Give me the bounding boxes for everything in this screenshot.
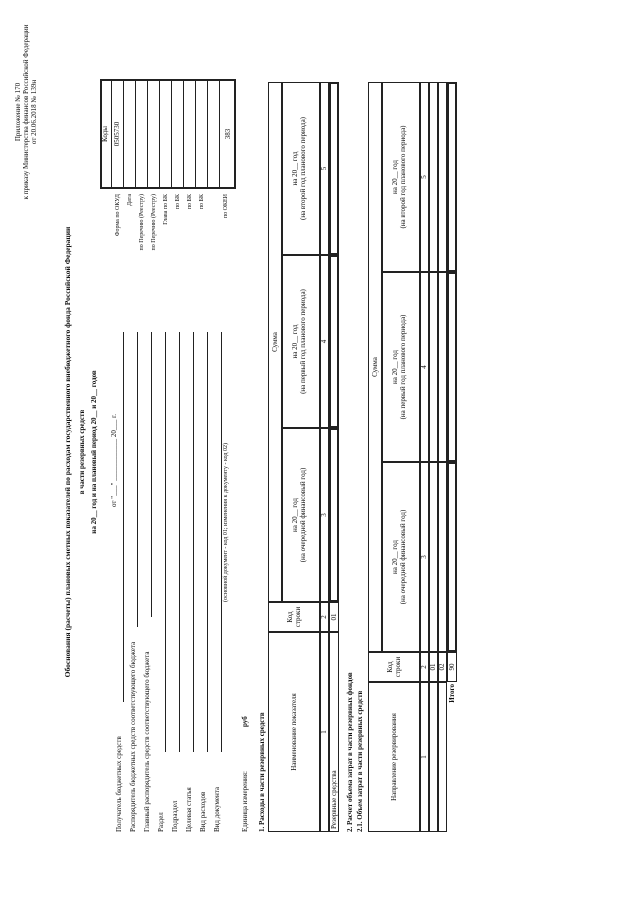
codes-label-6: по БК — [187, 194, 193, 210]
section2-heading: 2. Расчет объема затрат в части резервных фондов — [346, 672, 354, 832]
codes-value-8 — [208, 79, 220, 189]
s2-row-2-y3[interactable] — [438, 82, 447, 272]
s1-row-code: 01 — [329, 602, 339, 632]
field-label-5: Целевая статья — [185, 787, 193, 832]
field-underline-3 — [165, 332, 166, 752]
codes-label-0: Форма по ОКУД — [115, 194, 121, 237]
s2-row-1-y2[interactable] — [429, 272, 438, 462]
codes-label-9: по ОКЕИ — [223, 194, 229, 219]
s1-y2-label: на 20__ год — [291, 324, 299, 359]
s2-row-2-code: 02 — [438, 652, 447, 682]
codes-value-0: 0505730 — [112, 79, 124, 189]
s2-total-y2[interactable] — [447, 272, 457, 462]
field-underline-2 — [151, 332, 152, 617]
field-underline-4 — [179, 332, 180, 752]
date-line: от "___" ____________ 20___ г. — [110, 413, 118, 507]
s1-col-name: Наименование показателя — [268, 632, 320, 832]
codes-value-1 — [124, 79, 136, 189]
field-label-0: Получатель бюджетных средств — [115, 736, 123, 832]
field-underline-0 — [123, 332, 124, 702]
s1-row-label: Резервные средства — [329, 632, 339, 832]
s2-y1-label: на 20__ год — [391, 540, 399, 574]
field-underline-6 — [207, 332, 208, 752]
s2-col-sum: Сумма — [368, 82, 382, 652]
field-label-3: Раздел — [157, 812, 165, 832]
s2-y1-sub: (на очередной финансовый год) — [399, 509, 408, 605]
s2-row-2-name[interactable] — [438, 682, 447, 832]
s2-row-1-name[interactable] — [429, 682, 438, 832]
s2-num-1: 1 — [420, 682, 429, 832]
s2-y3-sub: (на второй год планового периода) — [399, 125, 408, 229]
s1-num-5: 5 — [320, 82, 329, 255]
rotated-form — [2, 2, 638, 902]
codes-label-1: Дата — [127, 194, 133, 206]
appendix-block — [14, 12, 38, 212]
appendix-line-3: от 20.06.2018 № 139н — [30, 79, 39, 145]
s2-total-label: Итого — [448, 684, 456, 703]
field-label-7: Вид документа — [213, 786, 221, 832]
s1-col-sum: Сумма — [268, 82, 282, 602]
form-title-line-1: Обоснования (расчеты) плановых сметных показателей по расходам государственного внебюджетного фонда Российской Федерации — [63, 226, 72, 678]
s2-col-y1 — [382, 462, 420, 652]
s1-num-1: 1 — [320, 632, 329, 832]
s2-row-1-y3[interactable] — [429, 82, 438, 272]
appendix-line-1: Приложение № 170 — [14, 82, 22, 142]
field-underline-5 — [193, 332, 194, 752]
codes-label-3: по Перечню (Реестру) — [151, 194, 157, 251]
appendix-line-2: к приказу Министерства финансов Российской Федерации — [22, 24, 31, 200]
codes-value-3 — [148, 79, 160, 189]
s2-row-2-y2[interactable] — [438, 272, 447, 462]
field-label-1: Распорядитель бюджетных средств соответствующего бюджета — [129, 641, 137, 832]
form-title-line-2: в части резервных средств — [78, 409, 86, 495]
field-underline-1 — [137, 332, 138, 627]
codes-label-4: Глава по БК — [163, 194, 169, 225]
s1-col-y2 — [282, 255, 320, 428]
s2-num-2: 2 — [420, 652, 429, 682]
s1-y1-sub: (на очередной финансовый год) — [299, 467, 308, 563]
unit-value: руб — [241, 716, 249, 727]
codes-value-9: 383 — [223, 128, 232, 140]
codes-label-7: по БК — [199, 194, 205, 210]
section1-heading: 1. Расходы в части резервных средств — [258, 712, 266, 832]
s1-row-y1[interactable] — [329, 428, 339, 602]
s2-col-code: Код строки — [368, 652, 420, 682]
s1-y3-sub: (на второй год планового периода) — [299, 116, 308, 221]
s2-total-y1[interactable] — [447, 462, 457, 652]
s2-total-y3[interactable] — [447, 82, 457, 272]
s1-y3-label: на 20__ год — [291, 151, 299, 186]
codes-header: Коды — [100, 79, 112, 189]
s2-num-3: 3 — [420, 462, 429, 652]
s2-num-4: 4 — [420, 272, 429, 462]
unit-label: Единица измерения: — [241, 771, 249, 832]
doc-type-note: (основной документ - код 01; изменения к документу - код 02) — [223, 443, 229, 602]
s2-y3-label: на 20__ год — [391, 160, 399, 194]
field-label-6: Вид расходов — [199, 791, 207, 832]
s2-y2-label: на 20__ год — [391, 350, 399, 384]
s1-row-y2[interactable] — [329, 255, 339, 428]
s1-y1-label: на 20__ год — [291, 498, 299, 532]
s2-total-code: 90 — [447, 652, 457, 682]
codes-label-2: по Перечню (Реестру) — [139, 194, 145, 251]
s1-row-y3[interactable] — [329, 82, 339, 255]
s2-col-y2 — [382, 272, 420, 462]
codes-value-4 — [160, 79, 172, 189]
field-label-2: Главный распорядитель средств соответствующего бюджета — [143, 651, 151, 832]
s2-row-1-code: 01 — [429, 652, 438, 682]
codes-label-5: по БК — [175, 194, 181, 210]
s1-col-y3 — [282, 82, 320, 255]
s1-col-y1 — [282, 428, 320, 602]
s1-num-2: 2 — [320, 602, 329, 632]
form-title-line-3: на 20__ год и на плановый период 20__ и 20__ годов — [90, 370, 98, 534]
section2-subheading: 2.1. Объем затрат в части резервных средств — [356, 690, 364, 832]
codes-value-5 — [172, 79, 184, 189]
s2-row-2-y1[interactable] — [438, 462, 447, 652]
s1-num-4: 4 — [320, 255, 329, 428]
s2-y2-sub: (на первый год планового периода) — [399, 314, 408, 420]
s2-col-name: Направление резервирования — [368, 682, 420, 832]
codes-value-2 — [136, 79, 148, 189]
s1-y2-sub: (на первый год планового периода) — [299, 289, 308, 394]
s2-row-1-y1[interactable] — [429, 462, 438, 652]
field-underline-7 — [221, 332, 222, 752]
codes-value-6 — [184, 79, 196, 189]
s2-num-5: 5 — [420, 82, 429, 272]
s1-col-code: Код строки — [268, 602, 320, 632]
field-label-4: Подраздел — [171, 800, 179, 832]
s2-col-y3 — [382, 82, 420, 272]
s1-num-3: 3 — [320, 428, 329, 602]
codes-value-7 — [196, 79, 208, 189]
